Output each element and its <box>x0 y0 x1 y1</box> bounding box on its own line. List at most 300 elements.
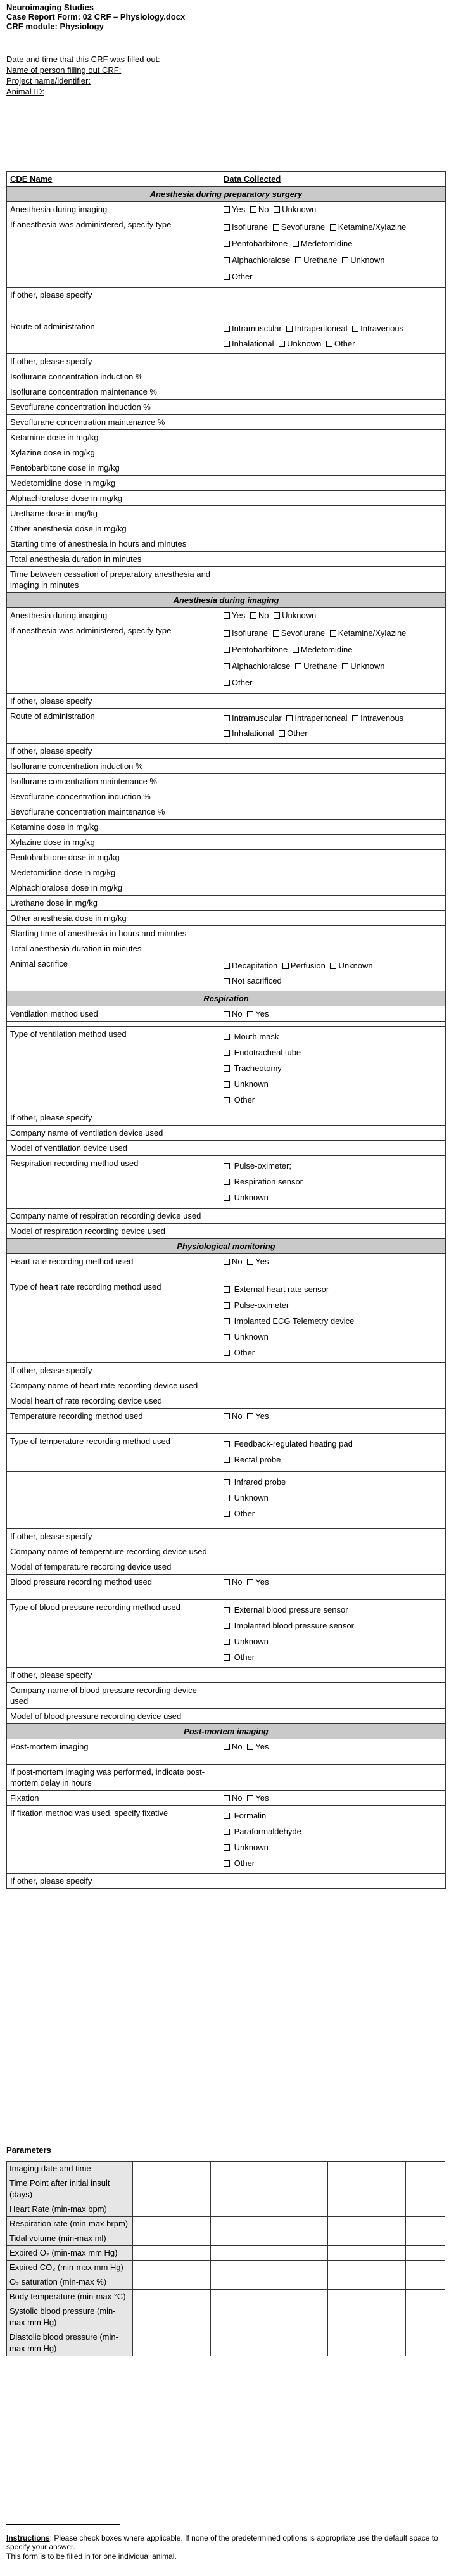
parameter-value-cell[interactable] <box>406 2304 445 2330</box>
input-cell[interactable] <box>220 536 446 552</box>
table-row: Isoflurane concentration induction % <box>7 759 446 774</box>
table-row: Isoflurane concentration maintenance % <box>7 384 446 400</box>
table-row: Ketamine dose in mg/kg <box>7 820 446 835</box>
input-cell[interactable] <box>220 1529 446 1544</box>
checkbox[interactable] <box>293 647 299 653</box>
table-row: Fixation No Yes <box>7 1791 446 1806</box>
checkbox[interactable] <box>224 1081 230 1088</box>
parameter-value-cell[interactable] <box>133 2275 172 2290</box>
parameter-value-cell[interactable] <box>328 2275 367 2290</box>
yes-no-unknown-group: Yes No Unknown <box>220 608 446 623</box>
input-cell[interactable] <box>220 1363 446 1378</box>
input-cell[interactable] <box>220 1224 446 1239</box>
input-cell[interactable] <box>220 476 446 491</box>
input-cell[interactable] <box>220 384 446 400</box>
checkbox[interactable] <box>224 1639 230 1645</box>
parameter-value-cell[interactable] <box>172 2290 211 2304</box>
section-header: Respiration <box>7 991 446 1006</box>
checkbox[interactable] <box>247 1413 253 1419</box>
parameter-value-cell[interactable] <box>211 2330 250 2356</box>
checkbox[interactable] <box>224 274 230 280</box>
parameter-value-cell[interactable] <box>250 2246 289 2261</box>
parameter-value-cell[interactable] <box>328 2246 367 2261</box>
parameter-value-cell[interactable] <box>250 2176 289 2202</box>
parameter-value-cell[interactable] <box>289 2176 328 2202</box>
parameter-value-cell[interactable] <box>367 2176 406 2202</box>
table-row: Other anesthesia dose in mg/kg <box>7 911 446 926</box>
parameter-value-cell[interactable] <box>133 2330 172 2356</box>
checkbox[interactable] <box>224 1844 230 1851</box>
table-row: Model of temperature recording device used <box>7 1559 446 1575</box>
form-note: This form is to be filled in for one individual animal. <box>6 2552 177 2561</box>
input-cell[interactable] <box>220 694 446 709</box>
input-cell[interactable] <box>220 789 446 804</box>
table-header-row <box>7 172 446 187</box>
checkbox[interactable] <box>273 630 279 637</box>
parameter-value-cell[interactable] <box>367 2330 406 2356</box>
input-cell[interactable] <box>220 1559 446 1575</box>
parameter-value-cell[interactable] <box>133 2246 172 2261</box>
checkbox[interactable] <box>250 206 256 213</box>
parameter-value-cell[interactable] <box>289 2162 328 2176</box>
checkbox[interactable] <box>224 1050 230 1056</box>
temperature-type-options: Feedback-regulated heating pad Rectal probe <box>220 1434 446 1472</box>
table-row: If other, please specify <box>7 1363 446 1378</box>
table-row: Sevoflurane concentration induction % <box>7 400 446 415</box>
input-cell[interactable] <box>220 460 446 476</box>
checkbox[interactable] <box>224 663 230 669</box>
checkbox[interactable] <box>224 206 230 213</box>
table-row: Medetomidine dose in mg/kg <box>7 476 446 491</box>
input-cell[interactable] <box>220 1378 446 1393</box>
yes-no-group: No Yes <box>220 1791 446 1806</box>
checkbox[interactable] <box>224 1457 230 1463</box>
checkbox[interactable] <box>224 341 230 347</box>
input-cell[interactable] <box>220 759 446 774</box>
parameter-value-cell[interactable] <box>406 2275 445 2290</box>
route-options: Intramuscular Intraperitoneal Intravenous Inhalational Unknown Other <box>220 319 446 354</box>
table-row: Ketamine dose in mg/kg <box>7 430 446 445</box>
table-row: Pentobarbitone dose in mg/kg <box>7 850 446 865</box>
parameter-value-cell[interactable] <box>367 2290 406 2304</box>
parameter-value-cell[interactable] <box>367 2231 406 2246</box>
crf-table <box>6 171 446 1889</box>
parameter-value-cell[interactable] <box>289 2202 328 2217</box>
doc-form-name: Case Report Form: 02 CRF – Physiology.docx <box>6 12 186 22</box>
meta-person-field[interactable]: Name of person filling out CRF: <box>6 65 122 75</box>
parameter-value-cell[interactable] <box>172 2330 211 2356</box>
checkbox[interactable] <box>224 1034 230 1040</box>
input-cell[interactable] <box>220 552 446 567</box>
table-row: If other, please specify <box>7 354 446 369</box>
table-row: If anesthesia was administered, specify type Isoflurane Sevoflurane Ketamine/Xylazine Pentobarbitone Medetomidine Alphachloralose Urethane Unknown Other <box>7 623 446 694</box>
input-cell[interactable] <box>220 491 446 506</box>
checkbox[interactable] <box>342 257 348 263</box>
anesthesia-type-options: Isoflurane Sevoflurane Ketamine/Xylazine Pentobarbitone Medetomidine Alphachloralose Urethane Unknown Other <box>220 217 446 288</box>
parameter-value-cell[interactable] <box>289 2246 328 2261</box>
checkbox[interactable] <box>224 1334 230 1340</box>
input-cell[interactable] <box>220 941 446 956</box>
checkbox[interactable] <box>224 1511 230 1517</box>
checkbox[interactable] <box>224 1163 230 1169</box>
input-cell[interactable] <box>220 744 446 759</box>
checkbox[interactable] <box>247 1011 253 1017</box>
input-cell[interactable] <box>220 1765 446 1791</box>
parameter-value-cell[interactable] <box>250 2275 289 2290</box>
parameter-value-cell[interactable] <box>289 2261 328 2275</box>
checkbox[interactable] <box>224 1441 230 1447</box>
parameter-value-cell[interactable] <box>250 2304 289 2330</box>
parameter-value-cell[interactable] <box>328 2304 367 2330</box>
parameter-value-cell[interactable] <box>250 2231 289 2246</box>
section-header: Anesthesia during imaging <box>7 593 446 608</box>
table-row: Medetomidine dose in mg/kg <box>7 865 446 880</box>
parameter-value-cell[interactable] <box>211 2275 250 2290</box>
input-cell[interactable] <box>220 369 446 384</box>
parameter-value-cell[interactable] <box>328 2217 367 2231</box>
parameter-value-cell[interactable] <box>289 2217 328 2231</box>
parameter-value-cell[interactable] <box>172 2176 211 2202</box>
parameter-row <box>7 2246 445 2261</box>
checkbox[interactable] <box>224 241 230 247</box>
table-row: Sevoflurane concentration induction % <box>7 789 446 804</box>
checkbox[interactable] <box>295 663 301 669</box>
input-cell[interactable] <box>220 880 446 896</box>
table-row: Urethane dose in mg/kg <box>7 896 446 911</box>
checkbox[interactable] <box>224 1011 230 1017</box>
checkbox[interactable] <box>326 341 332 347</box>
table-row: Type of blood pressure recording method used External blood pressure sensor Implanted blood pressure sensor Unknown Other <box>7 1600 446 1668</box>
input-cell[interactable] <box>220 804 446 820</box>
parameter-value-cell[interactable] <box>406 2246 445 2261</box>
input-cell[interactable] <box>220 1126 446 1141</box>
parameter-value-cell[interactable] <box>328 2176 367 2202</box>
checkbox[interactable] <box>330 224 336 231</box>
table-row: Blood pressure recording method used No Yes <box>7 1575 446 1600</box>
table-row: If other, please specify <box>7 1668 446 1683</box>
input-cell[interactable] <box>220 506 446 521</box>
yes-no-group: No Yes <box>220 1254 446 1279</box>
parameter-value-cell[interactable] <box>133 2162 172 2176</box>
checkbox[interactable] <box>342 663 348 669</box>
checkbox[interactable] <box>224 612 230 619</box>
parameter-value-cell[interactable] <box>289 2330 328 2356</box>
parameter-value-cell[interactable] <box>250 2330 289 2356</box>
instructions-text: Instructions: Please check boxes where applicable. If none of the predetermined options is appropriate use the default space to specify your answer. <box>6 2534 438 2551</box>
table-row: If post-mortem imaging was performed, indicate post-mortem delay in hours <box>7 1765 446 1791</box>
respiration-method-options: Pulse-oximeter; Respiration sensor Unknown <box>220 1156 446 1209</box>
checkbox[interactable] <box>224 1413 230 1419</box>
parameter-value-cell[interactable] <box>328 2202 367 2217</box>
checkbox[interactable] <box>224 1579 230 1585</box>
input-cell[interactable] <box>220 1393 446 1409</box>
parameter-value-cell[interactable] <box>133 2290 172 2304</box>
section-header: Post-mortem imaging <box>7 1724 446 1739</box>
parameter-value-cell[interactable] <box>172 2261 211 2275</box>
parameter-value-cell[interactable] <box>406 2217 445 2231</box>
sacrifice-options: Decapitation Perfusion Unknown Not sacrificed <box>220 956 446 991</box>
parameter-label: Body temperature (min-max °C) <box>7 2290 133 2304</box>
input-cell[interactable] <box>220 911 446 926</box>
input-cell[interactable] <box>220 1709 446 1724</box>
checkbox[interactable] <box>224 1607 230 1613</box>
parameter-value-cell[interactable] <box>367 2261 406 2275</box>
parameter-value-cell[interactable] <box>172 2162 211 2176</box>
checkbox[interactable] <box>224 715 230 721</box>
table-row: Alphachloralose dose in mg/kg <box>7 491 446 506</box>
parameter-value-cell[interactable] <box>250 2261 289 2275</box>
yes-no-group: No Yes <box>220 1739 446 1765</box>
checkbox[interactable] <box>279 730 285 737</box>
checkbox[interactable] <box>224 1829 230 1835</box>
checkbox[interactable] <box>295 257 301 263</box>
parameter-value-cell[interactable] <box>328 2330 367 2356</box>
input-cell[interactable] <box>220 1110 446 1126</box>
table-row: Type of ventilation method used Mouth mask Endotracheal tube Tracheotomy Unknown Other <box>7 1027 446 1110</box>
parameter-row <box>7 2275 445 2290</box>
parameter-value-cell[interactable] <box>133 2231 172 2246</box>
checkbox[interactable] <box>224 1623 230 1629</box>
footnote-divider <box>6 2524 120 2525</box>
checkbox[interactable] <box>330 630 336 637</box>
parameter-value-cell[interactable] <box>289 2231 328 2246</box>
input-cell[interactable] <box>220 1209 446 1224</box>
checkbox[interactable] <box>224 1860 230 1867</box>
parameter-value-cell[interactable] <box>367 2162 406 2176</box>
parameter-value-cell[interactable] <box>289 2304 328 2330</box>
table-row: Total anesthesia duration in minutes <box>7 941 446 956</box>
parameter-value-cell[interactable] <box>172 2217 211 2231</box>
parameter-value-cell[interactable] <box>211 2176 250 2202</box>
input-cell[interactable] <box>220 896 446 911</box>
parameter-value-cell[interactable] <box>406 2231 445 2246</box>
checkbox[interactable] <box>352 715 358 721</box>
checkbox[interactable] <box>224 680 230 686</box>
parameter-value-cell[interactable] <box>367 2246 406 2261</box>
checkbox[interactable] <box>224 963 230 969</box>
checkbox[interactable] <box>274 612 280 619</box>
input-cell[interactable] <box>220 415 446 430</box>
checkbox[interactable] <box>279 341 285 347</box>
parameter-value-cell[interactable] <box>172 2275 211 2290</box>
checkbox[interactable] <box>224 647 230 653</box>
checkbox[interactable] <box>224 1259 230 1265</box>
parameter-row <box>7 2290 445 2304</box>
input-cell[interactable] <box>220 1668 446 1683</box>
parameter-value-cell[interactable] <box>172 2231 211 2246</box>
parameter-value-cell[interactable] <box>133 2261 172 2275</box>
parameter-value-cell[interactable] <box>328 2290 367 2304</box>
table-row <box>7 1472 446 1529</box>
checkbox[interactable] <box>247 1579 253 1585</box>
checkbox[interactable] <box>250 612 256 619</box>
blood-pressure-type-options: External blood pressure sensor Implanted blood pressure sensor Unknown Other <box>220 1600 446 1668</box>
parameter-value-cell[interactable] <box>406 2202 445 2217</box>
doc-module: CRF module: Physiology <box>6 22 104 31</box>
table-row: Post-mortem imaging No Yes <box>7 1739 446 1765</box>
checkbox[interactable] <box>224 1097 230 1103</box>
parameter-value-cell[interactable] <box>211 2290 250 2304</box>
parameter-value-cell[interactable] <box>211 2261 250 2275</box>
input-cell[interactable] <box>220 354 446 369</box>
checkbox[interactable] <box>286 326 293 332</box>
parameter-label: Respiration rate (min-max brpm) <box>7 2217 133 2231</box>
input-cell[interactable] <box>220 567 446 593</box>
parameter-value-cell[interactable] <box>172 2202 211 2217</box>
parameter-label: Heart Rate (min-max bpm) <box>7 2202 133 2217</box>
input-cell[interactable] <box>220 865 446 880</box>
checkbox[interactable] <box>224 1195 230 1201</box>
checkbox[interactable] <box>224 326 230 332</box>
checkbox[interactable] <box>224 630 230 637</box>
parameter-row <box>7 2330 445 2356</box>
parameter-value-cell[interactable] <box>133 2202 172 2217</box>
checkbox[interactable] <box>247 1259 253 1265</box>
parameter-label: Expired O₂ (min-max mm Hg) <box>7 2246 133 2261</box>
table-row: Time between cessation of preparatory anesthesia and imaging in minutes <box>7 567 446 593</box>
parameter-value-cell[interactable] <box>211 2304 250 2330</box>
table-row: Pentobarbitone dose in mg/kg <box>7 460 446 476</box>
anesthesia-type-options: Isoflurane Sevoflurane Ketamine/Xylazine Pentobarbitone Medetomidine Alphachloralose Urethane Unknown Other <box>220 623 446 694</box>
table-row: If other, please specify <box>7 694 446 709</box>
parameter-value-cell[interactable] <box>211 2246 250 2261</box>
parameter-value-cell[interactable] <box>367 2275 406 2290</box>
parameter-value-cell[interactable] <box>250 2290 289 2304</box>
table-row: Animal sacrifice Decapitation Perfusion Unknown Not sacrificed <box>7 956 446 991</box>
temperature-type-options-cont: Infrared probe Unknown Other <box>220 1472 446 1529</box>
input-cell[interactable] <box>220 850 446 865</box>
table-row: Other anesthesia dose in mg/kg <box>7 521 446 536</box>
input-cell[interactable] <box>220 820 446 835</box>
checkbox[interactable] <box>224 978 230 984</box>
parameter-value-cell[interactable] <box>289 2275 328 2290</box>
parameter-row <box>7 2202 445 2217</box>
meta-date-field[interactable]: Date and time that this CRF was filled out: <box>6 54 160 64</box>
checkbox[interactable] <box>224 1744 230 1750</box>
checkbox[interactable] <box>224 1286 230 1293</box>
checkbox[interactable] <box>224 257 230 263</box>
meta-project-field[interactable]: Project name/identifier: <box>6 76 91 86</box>
checkbox[interactable] <box>224 1302 230 1309</box>
parameter-value-cell[interactable] <box>406 2261 445 2275</box>
parameter-label: Time Point after initial insult (days) <box>7 2176 133 2202</box>
table-row: Xylazine dose in mg/kg <box>7 445 446 460</box>
input-cell[interactable] <box>220 926 446 941</box>
checkbox[interactable] <box>286 715 293 721</box>
parameter-value-cell[interactable] <box>250 2162 289 2176</box>
checkbox[interactable] <box>224 224 230 231</box>
checkbox[interactable] <box>247 1795 253 1801</box>
checkbox[interactable] <box>352 326 358 332</box>
parameter-value-cell[interactable] <box>328 2162 367 2176</box>
checkbox[interactable] <box>224 1479 230 1485</box>
table-row: If other, please specify <box>7 288 446 319</box>
input-cell[interactable] <box>220 1683 446 1709</box>
parameter-value-cell[interactable] <box>172 2246 211 2261</box>
yes-no-group: No Yes <box>220 1006 446 1022</box>
input-cell[interactable] <box>220 445 446 460</box>
meta-animal-id-field[interactable]: Animal ID: <box>6 87 44 96</box>
parameter-value-cell[interactable] <box>133 2176 172 2202</box>
parameter-label: Imaging date and time <box>7 2162 133 2176</box>
parameter-value-cell[interactable] <box>367 2217 406 2231</box>
parameter-value-cell[interactable] <box>133 2304 172 2330</box>
table-row: Alphachloralose dose in mg/kg <box>7 880 446 896</box>
col-cde-name: CDE Name <box>7 172 220 187</box>
input-cell[interactable] <box>220 1141 446 1156</box>
parameter-value-cell[interactable] <box>211 2162 250 2176</box>
checkbox[interactable] <box>224 1350 230 1356</box>
parameter-row <box>7 2304 445 2330</box>
checkbox[interactable] <box>224 1813 230 1819</box>
parameter-label: Systolic blood pressure (min-max mm Hg) <box>7 2304 133 2330</box>
heart-rate-type-options: External heart rate sensor Pulse-oximeter Implanted ECG Telemetry device Unknown Other <box>220 1279 446 1363</box>
checkbox[interactable] <box>282 963 289 969</box>
checkbox[interactable] <box>330 963 336 969</box>
checkbox[interactable] <box>274 206 280 213</box>
input-cell[interactable] <box>220 835 446 850</box>
checkbox[interactable] <box>224 1065 230 1072</box>
input-cell[interactable] <box>220 774 446 789</box>
input-cell[interactable] <box>220 288 446 319</box>
parameter-row <box>7 2231 445 2246</box>
checkbox[interactable] <box>224 1318 230 1324</box>
parameter-value-cell[interactable] <box>328 2231 367 2246</box>
table-row: Starting time of anesthesia in hours and minutes <box>7 536 446 552</box>
parameter-value-cell[interactable] <box>172 2304 211 2330</box>
parameter-value-cell[interactable] <box>211 2217 250 2231</box>
parameter-value-cell[interactable] <box>250 2202 289 2217</box>
table-row: If other, please specify <box>7 1529 446 1544</box>
section-header: Physiological monitoring <box>7 1239 446 1254</box>
checkbox[interactable] <box>273 224 279 231</box>
table-row: Company name of ventilation device used <box>7 1126 446 1141</box>
parameter-value-cell[interactable] <box>367 2304 406 2330</box>
parameter-value-cell[interactable] <box>211 2231 250 2246</box>
parameters-table <box>6 2161 445 2356</box>
parameter-value-cell[interactable] <box>328 2261 367 2275</box>
parameter-value-cell[interactable] <box>211 2202 250 2217</box>
input-cell[interactable] <box>220 1544 446 1559</box>
checkbox[interactable] <box>224 1795 230 1801</box>
table-row: Company name of heart rate recording device used <box>7 1378 446 1393</box>
parameter-value-cell[interactable] <box>406 2176 445 2202</box>
input-cell[interactable] <box>220 400 446 415</box>
col-data-collected: Data Collected <box>220 172 446 187</box>
input-cell[interactable] <box>220 521 446 536</box>
checkbox[interactable] <box>247 1744 253 1750</box>
table-row: Sevoflurane concentration maintenance % <box>7 415 446 430</box>
parameter-value-cell[interactable] <box>406 2290 445 2304</box>
checkbox[interactable] <box>293 241 299 247</box>
table-row: Sevoflurane concentration maintenance % <box>7 804 446 820</box>
checkbox[interactable] <box>224 1179 230 1185</box>
parameter-value-cell[interactable] <box>289 2290 328 2304</box>
parameter-value-cell[interactable] <box>406 2330 445 2356</box>
parameter-value-cell[interactable] <box>406 2162 445 2176</box>
input-cell[interactable] <box>220 430 446 445</box>
parameter-row <box>7 2261 445 2275</box>
checkbox[interactable] <box>224 1654 230 1661</box>
table-row: Company name of blood pressure recording device used <box>7 1683 446 1709</box>
doc-title: Neuroimaging Studies <box>6 3 94 12</box>
input-cell[interactable] <box>220 1874 446 1889</box>
checkbox[interactable] <box>224 730 230 737</box>
parameter-value-cell[interactable] <box>367 2202 406 2217</box>
parameter-value-cell[interactable] <box>133 2217 172 2231</box>
parameter-value-cell[interactable] <box>250 2217 289 2231</box>
checkbox[interactable] <box>224 1495 230 1501</box>
